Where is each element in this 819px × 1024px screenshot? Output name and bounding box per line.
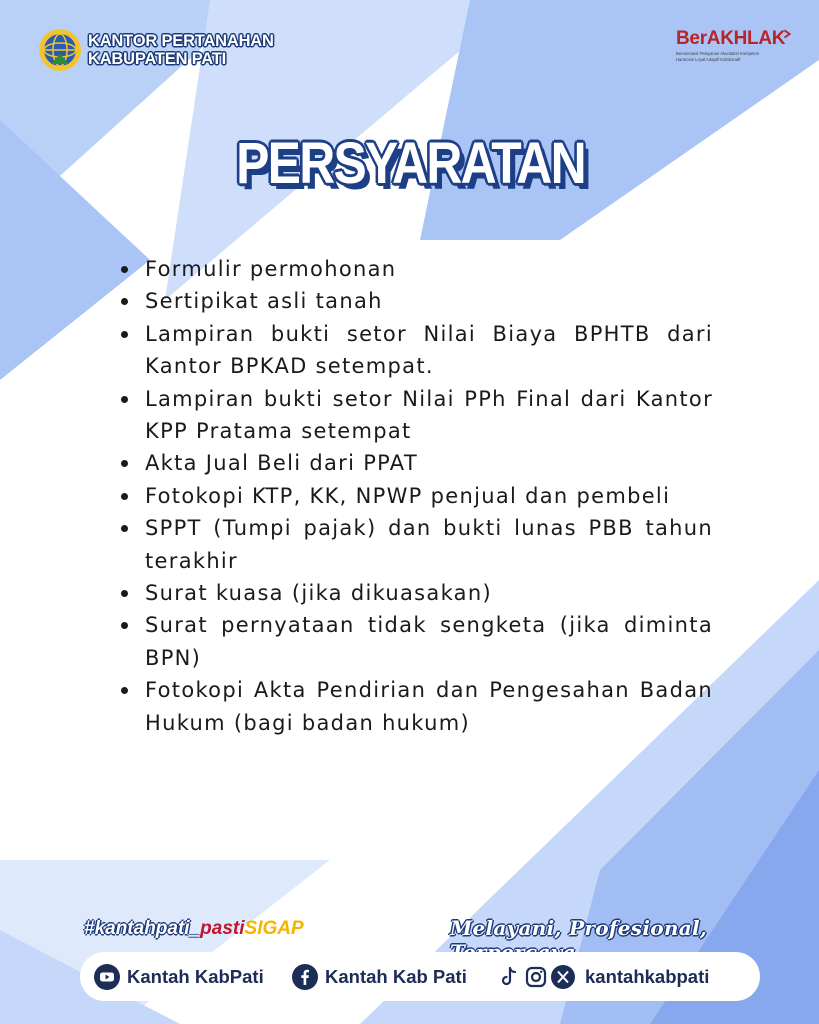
youtube-icon [94, 964, 120, 990]
requirement-text: SPPT (Tumpi pajak) dan bukti lunas PBB tahun terakhir [145, 516, 713, 573]
list-item [117, 285, 713, 317]
social-bar [80, 952, 760, 1001]
hashtag [84, 918, 304, 940]
berakhlak-tagline-1: Berorientasi Pelayanan Akuntabel Kompeten [676, 51, 760, 56]
hashtag-part-2: pasti [200, 918, 245, 939]
youtube-label: Kantah KabPati [127, 965, 264, 987]
office-brand [38, 28, 274, 72]
list-item [117, 609, 713, 674]
bullet-icon [121, 590, 128, 597]
requirement-text: Fotokopi KTP, KK, NPWP penjual dan pembeli [145, 483, 671, 508]
facebook-icon [292, 964, 318, 990]
bullet-icon [121, 525, 128, 532]
bullet-icon [121, 298, 128, 305]
page-title: PERSYARATAN [236, 130, 585, 196]
list-item [117, 318, 713, 383]
requirement-text: Lampiran bukti setor Nilai Biaya BPHTB dari Kantor BPKAD setempat. [145, 321, 713, 379]
berakhlak-logo [676, 28, 792, 62]
title-banner [218, 127, 603, 205]
facebook-label: Kantah Kab Pati [325, 965, 467, 987]
facebook-link[interactable] [292, 952, 467, 1001]
berakhlak-tagline-2: Harmonis Loyal Adaptif Kolaboratif [676, 57, 741, 62]
chevron-right-icon [783, 27, 792, 41]
list-item [117, 253, 713, 285]
list-item [117, 674, 713, 739]
bullet-icon [121, 687, 128, 694]
requirement-text: Surat pernyataan tidak sengketa (jika diminta BPN) [145, 613, 713, 670]
requirement-text: Sertipikat asli tanah [145, 289, 383, 314]
requirement-text: Formulir permohonan [145, 257, 397, 281]
bpn-emblem-icon [38, 28, 82, 72]
office-name-line2: KABUPATEN PATI [88, 50, 227, 68]
bullet-icon [121, 493, 128, 500]
bullet-icon [121, 622, 128, 629]
youtube-link[interactable] [94, 952, 264, 1001]
list-item [117, 577, 713, 609]
instagram-icon [524, 965, 548, 989]
handle-label: kantahkabpati [585, 965, 710, 987]
list-item [117, 512, 713, 577]
office-name-line1: KANTOR PERTANAHAN [88, 32, 274, 50]
motto: Melayani, Profesional, [450, 916, 708, 940]
list-item [117, 383, 713, 448]
bullet-icon [121, 331, 128, 338]
list-item [117, 447, 713, 479]
tiktok-icon [497, 965, 521, 989]
requirement-text: Fotokopi Akta Pendirian dan Pengesahan Badan Hukum (bagi badan hukum) [145, 678, 713, 735]
list-item [117, 480, 713, 512]
handle-link[interactable] [497, 952, 709, 1001]
requirements-list [117, 253, 713, 739]
requirement-text: Lampiran bukti setor Nilai PPh Final dari Kantor KPP Pratama setempat [145, 386, 713, 444]
bullet-icon [121, 266, 128, 273]
berakhlak-title: BerAKHLAK [676, 28, 786, 49]
bullet-icon [121, 460, 128, 467]
bullet-icon [121, 396, 128, 403]
hashtag-part-3: SIGAP [244, 918, 304, 939]
hashtag-part-1: #kantahpati_ [84, 918, 201, 939]
x-icon [551, 965, 575, 989]
requirement-text: Akta Jual Beli dari PPAT [145, 451, 418, 476]
requirement-text: Surat kuasa (jika dikuasakan) [145, 581, 492, 606]
